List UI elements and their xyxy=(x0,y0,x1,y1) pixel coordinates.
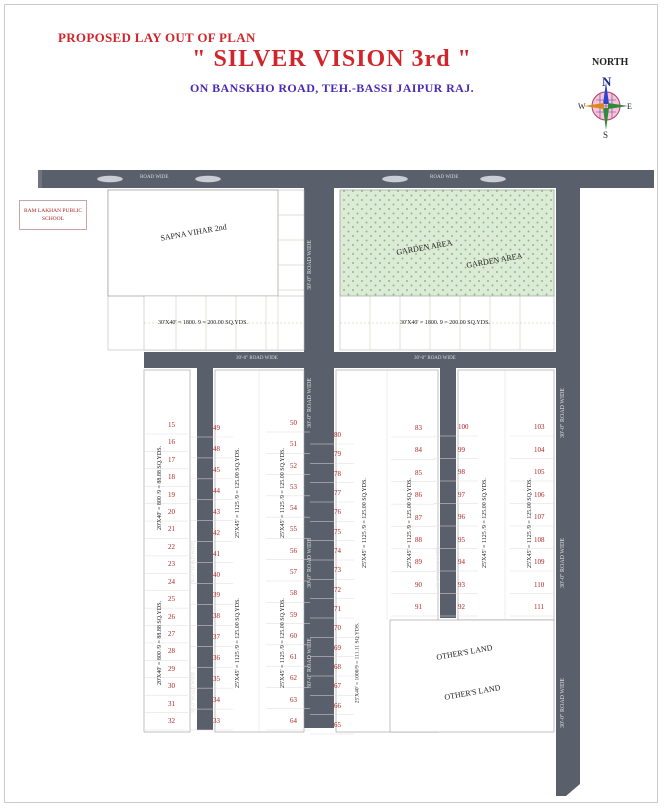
plot-number: 59 xyxy=(290,610,297,619)
middle-road-label-2: 30'-0" ROAD WIDE xyxy=(414,356,456,361)
plot-number: 43 xyxy=(213,507,220,516)
plot-number: 108 xyxy=(534,535,545,544)
plot-number: 49 xyxy=(213,424,220,432)
project-title: " SILVER VISION 3rd " xyxy=(192,46,472,72)
plot-number: 88 xyxy=(415,535,422,544)
plot-number: 76 xyxy=(334,508,341,517)
road-d-label: 30'-0" ROAD WIDE xyxy=(436,546,442,589)
plot-number: 67 xyxy=(334,682,341,691)
plot-number: 27 xyxy=(168,629,175,638)
plot-number: 18 xyxy=(168,473,175,482)
dim-col-c-3: 25'X40' = 1000/9 = 111.11 SQ.YDS. xyxy=(354,622,361,704)
central-road-label-4: 30'-0" ROAD WIDE xyxy=(307,377,314,429)
plot-number: 71 xyxy=(334,605,341,613)
central-road-label-3: 30'-0" ROAD WIDE xyxy=(307,637,314,689)
plot-number: 22 xyxy=(168,542,175,551)
plot-number: 32 xyxy=(168,717,175,725)
plot-number: 34 xyxy=(213,696,220,705)
plot-number: 37 xyxy=(213,633,220,642)
east-road-label-2: 30'-0" ROAD WIDE xyxy=(560,537,567,589)
plot-number: 15 xyxy=(168,421,175,429)
dim-col-a-2: 20'X40' = 800 /9 = 88.88 SQ.YDS. xyxy=(157,600,164,686)
plot-number: 98 xyxy=(458,468,465,476)
plot-number: 48 xyxy=(213,444,220,453)
plot-number: 30 xyxy=(168,682,175,691)
dim-col-b-4: 25'X45' = 1125 /9 = 125.00 SQ.YDS. xyxy=(279,598,286,688)
garden-area-label-1: GARDEN AREA xyxy=(395,238,454,257)
plot-number: 21 xyxy=(168,525,175,534)
plot-number: 23 xyxy=(168,560,175,569)
plot-number: 52 xyxy=(290,461,297,470)
plot-number: 110 xyxy=(534,580,545,589)
dim-col-c-2: 25'X45' = 1125 /9 = 125.00 SQ.YDS. xyxy=(406,478,413,568)
compass-w: W xyxy=(578,102,586,111)
plot-number: 93 xyxy=(458,580,465,589)
plot-number: 62 xyxy=(290,674,297,683)
plot-number: 74 xyxy=(334,547,341,555)
road-b-label-2: 30'-0" ROAD WIDE xyxy=(191,671,197,714)
plot-number: 19 xyxy=(168,490,175,499)
plot-number: 80 xyxy=(334,431,341,439)
plot-number: 78 xyxy=(334,469,341,478)
project-location: ON BANSKHO ROAD, TEH.-BASSI JAIPUR RAJ. xyxy=(189,81,475,95)
plot-number: 103 xyxy=(534,423,545,431)
others-land-label-1: OTHER'S LAND xyxy=(435,643,494,662)
plot-number: 56 xyxy=(290,546,297,555)
plot-number: 44 xyxy=(213,486,220,495)
plot-number: 107 xyxy=(534,513,545,521)
plot-number: 64 xyxy=(290,717,297,725)
plot-number: 83 xyxy=(415,424,422,432)
middle-road-label: 30'-0" ROAD WIDE xyxy=(236,356,278,361)
plot-number: 84 xyxy=(415,446,422,455)
plot-number: 95 xyxy=(458,535,465,544)
top-road-label-1: ROAD WIDE xyxy=(140,175,169,180)
plot-number: 97 xyxy=(458,490,465,499)
plot-number: 104 xyxy=(534,445,545,454)
plot-number: 60 xyxy=(290,631,297,640)
plot-number: 106 xyxy=(534,490,545,499)
dim-top-left: 30'X40' = 1800. 9 = 200.00 SQ.YDS. xyxy=(158,320,248,326)
plot-number: 28 xyxy=(168,647,175,656)
plot-number: 29 xyxy=(168,664,175,673)
plot-number: 53 xyxy=(290,482,297,491)
plot-number: 31 xyxy=(168,699,175,708)
plot-number: 17 xyxy=(168,455,175,464)
plot-number: 61 xyxy=(290,653,297,662)
sapna-vihar-label: SAPNA VIHAR 2nd xyxy=(159,222,228,243)
plot-number: 100 xyxy=(458,423,469,431)
road-d xyxy=(440,368,456,618)
plot-number: 68 xyxy=(334,663,341,671)
plot-number: 20 xyxy=(168,508,175,517)
plot-number: 99 xyxy=(458,445,465,454)
plot-number: 75 xyxy=(334,527,341,536)
plot-number: 26 xyxy=(168,612,175,621)
compass-e: E xyxy=(627,102,632,111)
plot-number: 85 xyxy=(415,468,422,477)
plot-number: 73 xyxy=(334,566,341,575)
plot-number: 109 xyxy=(534,558,545,566)
central-road-label-1: 30'-0" ROAD WIDE xyxy=(307,239,314,291)
plot-number: 45 xyxy=(213,465,220,474)
plot-number: 36 xyxy=(213,654,220,663)
plan-heading: PROPOSED LAY OUT OF PLAN xyxy=(58,30,256,45)
plot-number: 58 xyxy=(290,589,297,598)
plot-number: 90 xyxy=(415,580,422,589)
garden-area-label-2: GARDEN AREA xyxy=(465,251,524,270)
plot-number: 111 xyxy=(534,603,544,611)
plot-number: 87 xyxy=(415,513,422,522)
dim-col-a-1: 20'X40' = 800 /9 = 88.88 SQ.YDS. xyxy=(157,445,164,531)
block-garden xyxy=(340,190,554,350)
compass-n: N xyxy=(602,74,612,89)
plot-number: 94 xyxy=(458,558,465,566)
plot-number: 70 xyxy=(334,624,341,633)
plot-number: 65 xyxy=(334,721,341,729)
plot-number: 105 xyxy=(534,468,545,476)
plot-number: 41 xyxy=(213,549,220,558)
compass-s: S xyxy=(603,130,609,140)
plot-number: 63 xyxy=(290,695,297,704)
plot-number: 38 xyxy=(213,612,220,621)
plot-number: 79 xyxy=(334,450,341,459)
plot-number: 89 xyxy=(415,558,422,567)
plot-number: 51 xyxy=(290,440,297,449)
plot-number: 86 xyxy=(415,491,422,500)
dim-col-b-1: 25'X45' = 1125 /9 = 125.00 SQ.YDS. xyxy=(234,448,241,538)
plot-number: 35 xyxy=(213,675,220,684)
plot-number: 40 xyxy=(213,570,220,579)
plot-number: 42 xyxy=(213,528,220,537)
plot-number: 39 xyxy=(213,591,220,600)
plot-number: 54 xyxy=(290,504,297,513)
plot-number: 96 xyxy=(458,513,465,521)
dim-col-b-2: 25'X45' = 1125 /9 = 125.00 SQ.YDS. xyxy=(279,448,286,538)
plot-number: 25 xyxy=(168,595,175,604)
plot-number: 77 xyxy=(334,489,341,497)
plot-number: 91 xyxy=(415,603,422,611)
plot-number: 66 xyxy=(334,701,341,710)
road-b-label-1: 30'-0" ROAD WIDE xyxy=(191,541,197,584)
east-road-label-3: 30'-0" ROAD WIDE xyxy=(560,677,567,729)
dim-col-d-1: 25'X45' = 1125 /9 = 125.00 SQ.YDS. xyxy=(481,478,488,568)
dim-col-d-2: 25'X45' = 1125 /9 = 125.00 SQ.YDS. xyxy=(526,478,533,568)
plot-number: 72 xyxy=(334,585,341,594)
plot-number: 16 xyxy=(168,438,175,447)
plot-number: 50 xyxy=(290,419,297,427)
central-road-label-2: 30'-0" ROAD WIDE xyxy=(307,537,314,589)
top-road xyxy=(38,170,654,188)
plot-number: 69 xyxy=(334,643,341,652)
plot-number: 24 xyxy=(168,577,175,586)
road-b xyxy=(197,368,213,730)
middle-road xyxy=(144,352,580,368)
north-label: NORTH xyxy=(592,57,629,68)
dim-col-c-1: 25'X45' = 1125 /9 = 125.00 SQ.YDS. xyxy=(361,478,368,568)
school-label: RAM LAKHAN PUBLIC SCHOOL xyxy=(19,200,87,230)
others-land-label-2: OTHER'S LAND xyxy=(443,683,502,702)
east-road-label-1: 30'-0" ROAD WIDE xyxy=(560,387,567,439)
top-road-label-2: ROAD WIDE xyxy=(430,175,459,180)
dim-col-b-3: 25'X45' = 1125 /9 = 125.00 SQ.YDS. xyxy=(234,598,241,688)
plot-number: 55 xyxy=(290,525,297,534)
plot-number: 33 xyxy=(213,717,220,725)
dim-top-right: 30'X40' = 1800. 9 = 200.00 SQ.YDS. xyxy=(400,320,490,326)
plot-number: 92 xyxy=(458,603,465,611)
plot-number: 57 xyxy=(290,568,297,576)
block-north-west xyxy=(108,190,304,350)
